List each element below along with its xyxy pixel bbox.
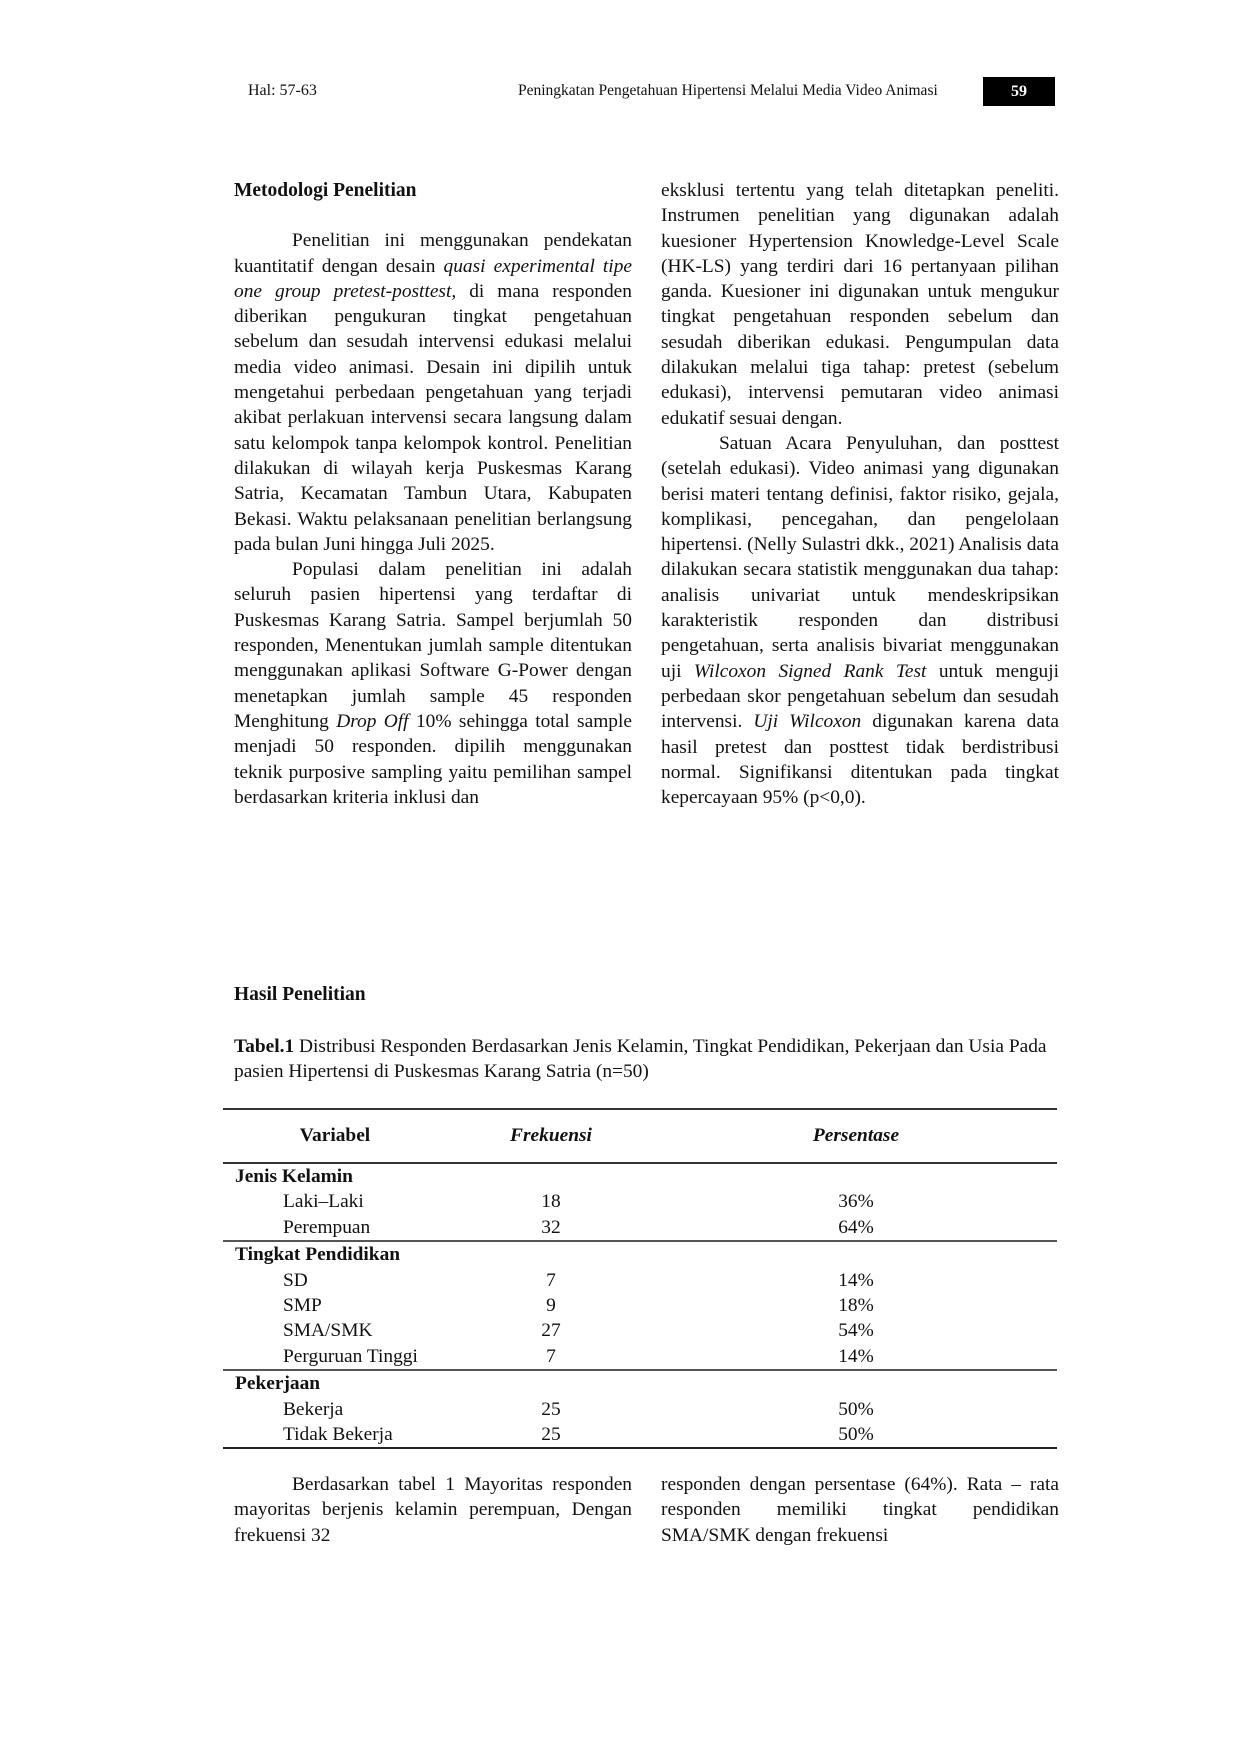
table-row <box>223 1268 1057 1293</box>
text-run: di mana responden diberikan pengukuran tingkat pengetahuan sebelum dan sesudah intervensi edukasi melalui media video animasi. Desain ini dipilih untuk mengetahui perbedaan pengetahuan yang terjadi akibat perlakuan intervensi secara langsung dalam satu kelompok tanpa kelompok kontrol. Penelitian dilakukan di wilayah kerja Puskesmas Karang Satria, Kecamatan Tambun Utara, Kabupaten Bekasi. Waktu pelaksanaan penelitian berlangsung pada bulan Juni hingga Juli 2025. <box>234 280 632 555</box>
discussion-paragraph-right: responden dengan persentase (64%). Rata – rata responden memiliki tingkat pendidikan SMA/SMK dengan frekuensi <box>661 1474 1059 1546</box>
discussion-paragraph-left: Berdasarkan tabel 1 Mayoritas responden mayoritas berjenis kelamin perempuan, Dengan frekuensi 32 <box>234 1474 632 1546</box>
row-percentage: 18% <box>838 1295 874 1317</box>
row-percentage: 14% <box>838 1269 874 1291</box>
group-row <box>223 1241 1057 1267</box>
row-label: SMP <box>283 1295 322 1317</box>
row-frequency: 32 <box>447 1215 655 1241</box>
caption-text: Distribusi Responden Berdasarkan Jenis Kelamin, Tingkat Pendidikan, Pekerjaan dan Usia Pada pasien Hipertensi di Puskesmas Karang Satria (n=50) <box>234 1036 1047 1082</box>
row-frequency: 18 <box>541 1191 561 1213</box>
row-percentage: 54% <box>838 1320 874 1342</box>
page-number-badge <box>983 77 1055 106</box>
section-title-methods: Metodologi Penelitian <box>234 180 417 201</box>
text-run: Populasi dalam penelitian ini adalah seluruh pasien hipertensi yang terdaftar di Puskesmas Karang Satria. Sampel berjumlah 50 responden, Menentukan jumlah sample ditentukan menggunakan aplikasi Software G-Power dengan menetapkan jumlah sample 45 responden Menghitung <box>234 559 632 732</box>
row-frequency: 27 <box>541 1320 561 1342</box>
table-row <box>223 1422 1057 1448</box>
group-row <box>223 1163 1057 1189</box>
row-frequency: 25 <box>541 1398 561 1420</box>
text-run: 10% sehingga total sample menjadi 50 responden. dipilih menggunakan teknik purposive sampling yaitu pemilihan sampel berdasarkan kriteria inklusi dan <box>234 710 632 808</box>
methods-paragraph-1 <box>234 228 632 557</box>
italic-run: Uji Wilcoxon <box>753 711 862 733</box>
row-percentage: 50% <box>838 1398 874 1420</box>
row-label: SD <box>283 1269 308 1291</box>
table-row <box>223 1344 1057 1370</box>
italic-run: quasi experimental tipe one group pretest-posttest, <box>234 255 632 302</box>
methods-paragraph-4 <box>661 431 1059 810</box>
running-title: Peningkatan Pengetahuan Hipertensi Melalui Media Video Animasi <box>518 82 938 99</box>
page-range: Hal: 57-63 <box>248 82 317 99</box>
column-header-variabel: Variabel <box>223 1109 447 1163</box>
row-label: Tidak Bekerja <box>223 1422 447 1448</box>
methods-paragraph-2 <box>234 557 632 810</box>
row-label: Bekerja <box>283 1398 344 1420</box>
page-number: 59 <box>1011 82 1027 100</box>
table-header-row <box>223 1109 1057 1163</box>
row-label: SMA/SMK <box>283 1320 373 1342</box>
italic-run: Drop Off <box>336 710 409 732</box>
caption-label: Tabel.1 <box>234 1036 295 1057</box>
row-percentage: 14% <box>655 1344 1057 1370</box>
row-label: Perguruan Tinggi <box>223 1344 447 1370</box>
row-percentage: 64% <box>655 1215 1057 1241</box>
row-label: Perempuan <box>223 1215 447 1241</box>
row-frequency: 7 <box>447 1344 655 1370</box>
row-percentage: 36% <box>838 1191 874 1213</box>
table-row <box>223 1215 1057 1241</box>
right-column <box>661 178 1059 810</box>
row-frequency: 9 <box>546 1295 556 1317</box>
group-label: Jenis Kelamin <box>235 1166 353 1187</box>
text-run: Penelitian ini menggunakan pendekatan kuantitatif dengan desain <box>234 230 632 277</box>
italic-run: Wilcoxon Signed Rank Test <box>693 660 927 682</box>
group-label: Pekerjaan <box>235 1373 321 1395</box>
table-row <box>223 1189 1057 1214</box>
demographics-table <box>223 1108 1057 1449</box>
section-title-results: Hasil Penelitian <box>234 984 366 1005</box>
left-column <box>234 178 632 810</box>
table-caption <box>234 1034 1059 1084</box>
group-label: Tingkat Pendidikan <box>235 1244 401 1266</box>
row-label: Laki–Laki <box>283 1191 364 1213</box>
row-percentage: 50% <box>655 1422 1057 1448</box>
text-run: digunakan karena data hasil pretest dan posttest tidak berdistribusi normal. Signifikansi ditentukan pada tingkat kepercayaan 95% (p<0,0). <box>661 711 1059 809</box>
column-header-frekuensi: Frekuensi <box>447 1109 655 1163</box>
row-frequency: 25 <box>447 1422 655 1448</box>
group-row <box>223 1370 1057 1396</box>
methods-paragraph-3: eksklusi tertentu yang telah ditetapkan peneliti. Instrumen penelitian yang digunakan adalah kuesioner Hypertension Knowledge-Level Scale (HK-LS) yang terdiri dari 16 pertanyaan pilihan ganda. Kuesioner ini digunakan untuk mengukur tingkat pengetahuan responden sebelum dan sesudah diberikan edukasi. Pengumpulan data dilakukan melalui tiga tahap: pretest (sebelum edukasi), intervensi pemutaran video animasi edukatif sesuai dengan. <box>661 180 1059 429</box>
table-row <box>223 1318 1057 1343</box>
row-frequency: 7 <box>546 1269 556 1291</box>
table-row <box>223 1397 1057 1422</box>
table-row <box>223 1293 1057 1318</box>
text-run: untuk menguji perbedaan skor pengetahuan sebelum dan sesudah intervensi. <box>661 660 1059 733</box>
text-run: Satuan Acara Penyuluhan, dan posttest (setelah edukasi). Video animasi yang digunakan berisi materi tentang definisi, faktor risiko, gejala, komplikasi, pencegahan, dan pengelolaan hipertensi. (Nelly Sulastri dkk., 2021) Analisis data dilakukan secara statistik menggunakan dua tahap: analisis univariat untuk mendeskripsikan karakteristik responden dan distribusi pengetahuan, serta analisis bivariat menggunakan uji <box>661 432 1059 682</box>
column-header-persentase: Persentase <box>655 1109 1057 1163</box>
